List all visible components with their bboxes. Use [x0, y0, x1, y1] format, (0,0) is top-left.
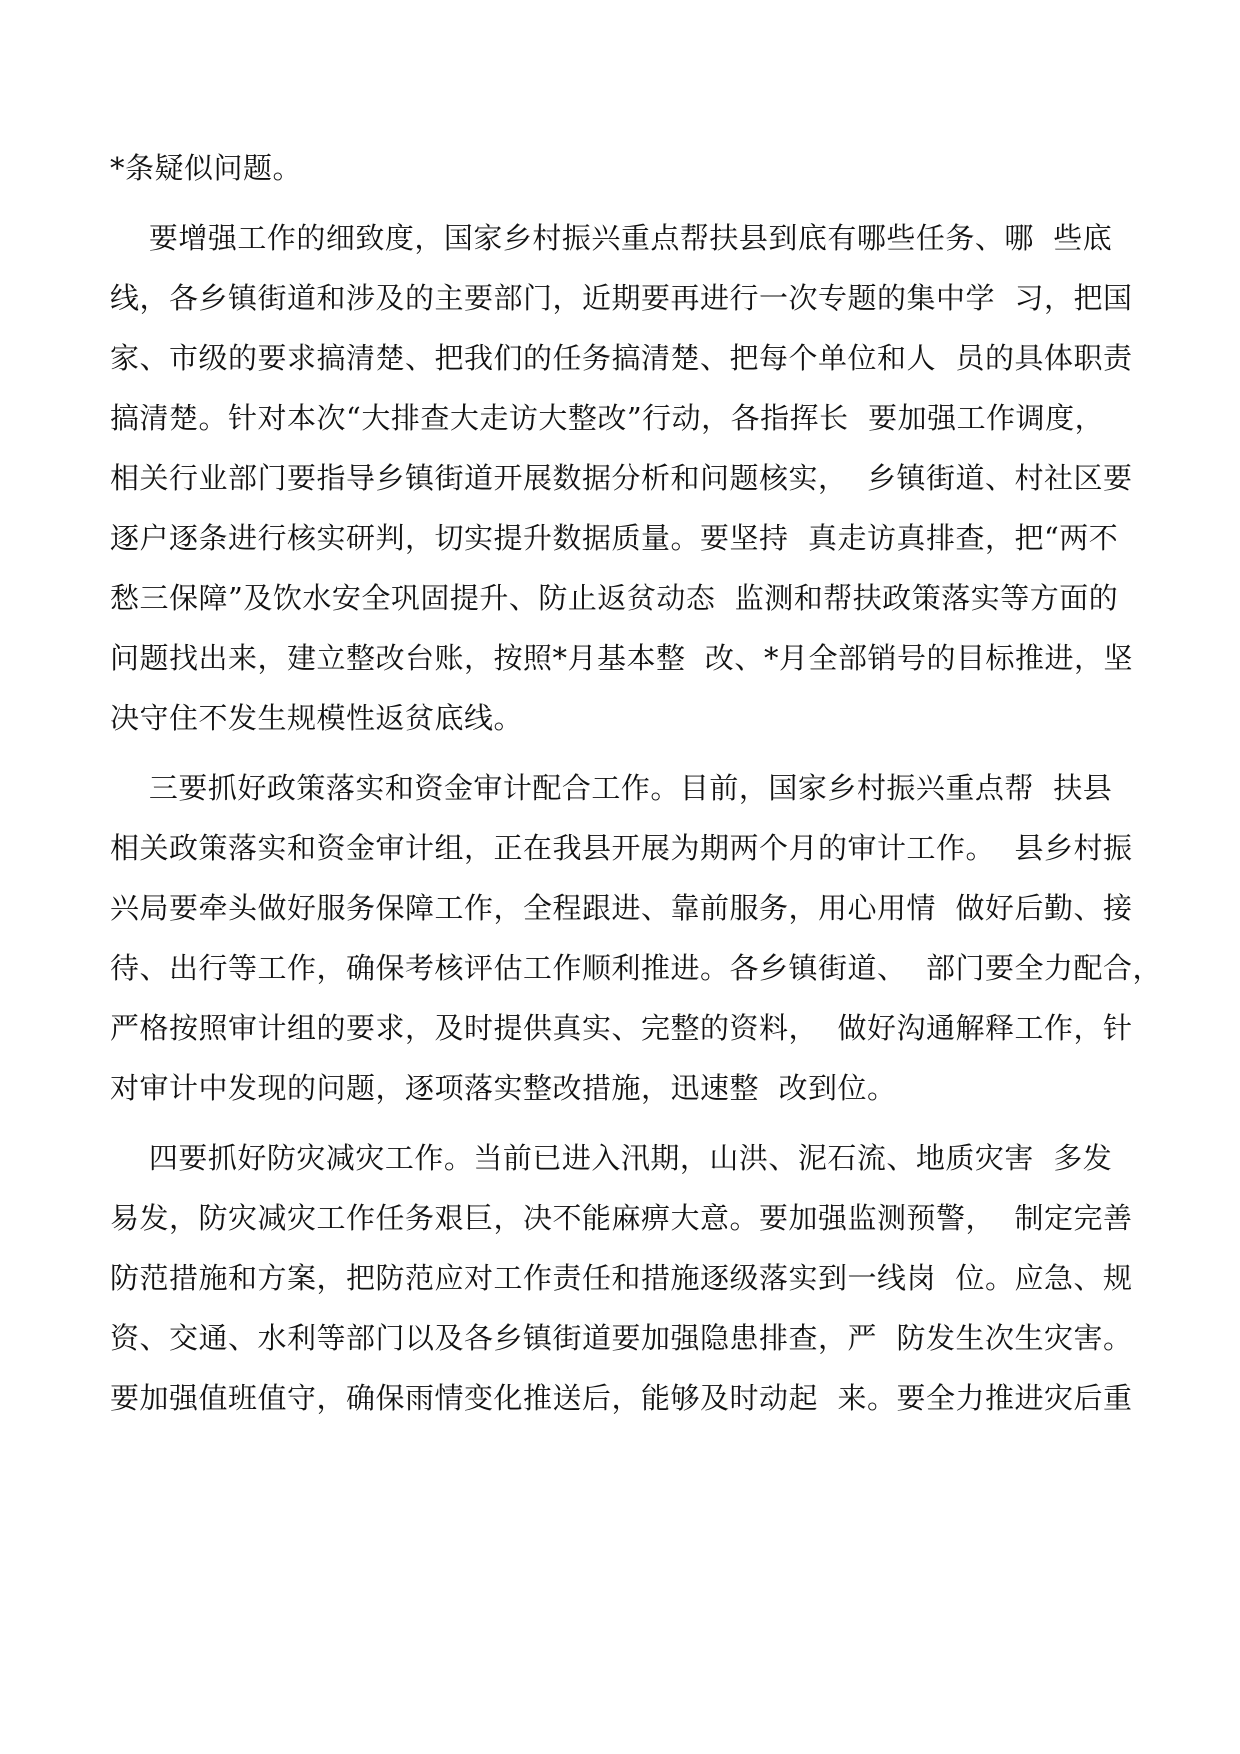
- text-line: 相关行业部门要指导乡镇街道开展数据分析和问题核实， 乡镇街道、村社区要: [110, 461, 1133, 495]
- text-line: 防范措施和方案，把防范应对工作责任和措施逐级落实到一线岗 位。应急、规: [110, 1261, 1133, 1295]
- text-line: 对审计中发现的问题，逐项落实整改措施，迅速整 改到位。: [110, 1071, 897, 1105]
- text-line: 易发，防灾减灾工作任务艰巨，决不能麻痹大意。要加强监测预警， 制定完善: [110, 1201, 1133, 1235]
- text-line: 问题找出来，建立整改台账，按照*月基本整 改、*月全部销号的目标推进，坚: [110, 641, 1133, 675]
- text-line: 相关政策落实和资金审计组，正在我县开展为期两个月的审计工作。 县乡村振: [110, 831, 1133, 865]
- text-line: 要加强值班值守，确保雨情变化推送后，能够及时动起 来。要全力推进灾后重: [110, 1381, 1133, 1415]
- text-line: 线，各乡镇街道和涉及的主要部门，近期要再进行一次专题的集中学 习，把国: [110, 281, 1133, 315]
- text-line: 搞清楚。针对本次“大排查大走访大整改”行动，各指挥长 要加强工作调度，: [110, 401, 1105, 435]
- text-line: 严格按照审计组的要求，及时提供真实、完整的资料， 做好沟通解释工作，针: [110, 1011, 1133, 1045]
- text-line: 家、市级的要求搞清楚、把我们的任务搞清楚、把每个单位和人 员的具体职责: [110, 341, 1133, 375]
- text-line: 决守住不发生规模性返贫底线。: [110, 701, 524, 735]
- text-line: 四要抓好防灾减灾工作。当前已进入汛期，山洪、泥石流、地质灾害 多发: [110, 1141, 1113, 1175]
- text-line: 三要抓好政策落实和资金审计配合工作。目前，国家乡村振兴重点帮 扶县: [110, 771, 1113, 805]
- text-line: 愁三保障”及饮水安全巩固提升、防止返贫动态 监测和帮扶政策落实等方面的: [110, 581, 1119, 615]
- text-line: 待、出行等工作，确保考核评估工作顺利推进。各乡镇街道、 部门要全力配合，: [110, 951, 1162, 985]
- text-line: 逐户逐条进行核实研判，切实提升数据质量。要坚持 真走访真排查，把“两不: [110, 521, 1119, 555]
- text-line: 要增强工作的细致度，国家乡村振兴重点帮扶县到底有哪些任务、哪 些底: [110, 221, 1113, 255]
- text-line: 资、交通、水利等部门以及各乡镇街道要加强隐患排查，严 防发生次生灾害。: [110, 1321, 1133, 1355]
- text-line: 兴局要牵头做好服务保障工作，全程跟进、靠前服务，用心用情 做好后勤、接: [110, 891, 1133, 925]
- text-line: *条疑似问题。: [110, 151, 303, 185]
